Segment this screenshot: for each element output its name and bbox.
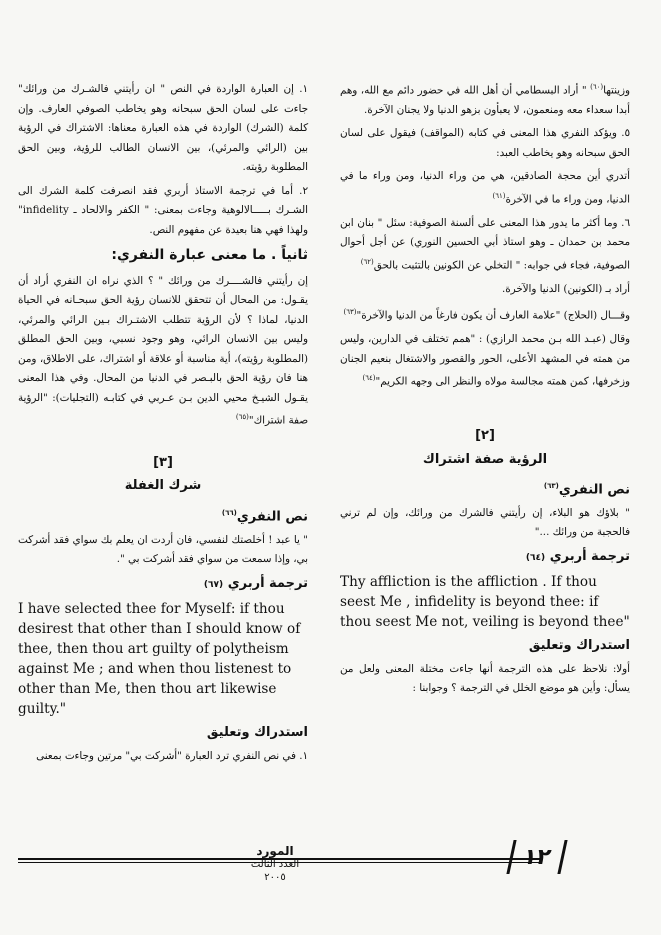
journal-mark	[240, 845, 310, 884]
paragraph: ٢. أما في ترجمة الاستاذ أربري فقد انصرفت كلمة الشرك الى الشـرك بـــــالالوهية وجاءت بمعنى: " الكفر والالحاد ـ infidelity" ولهذا فهي هنا بعيدة عن مفهوم النص.	[18, 184, 308, 236]
footnote-ref: (٦٣)	[543, 482, 559, 491]
paragraph: ٥. ويؤكد النفري هذا المعنى في كتابه (المواقف) فيقول على لسان الحق سبحانه وهو يخاطب العبد:	[340, 127, 630, 159]
text: ترجمة أربري	[549, 548, 630, 564]
text: أتدري أين محجة الصادقين، هي من وراء الدنيا، ومن وراء ما في الدنيا، ومن وراء ما في الآخرة	[340, 170, 630, 206]
footnote-ref: (٦٤)	[362, 374, 376, 383]
footnote-ref: (٦٦)	[221, 508, 237, 517]
footnote-ref: (٦١)	[492, 191, 506, 200]
text: " أراد البسطامي أن أهل الله في حضور دائم مع الله، وهم أبدا سعداء معه ومنعمون، لا يعبأون بزهو الدنيا ولا يجنان الآخرة.	[340, 84, 630, 116]
subsection-heading: ثانياً . ما معنى عبارة النفري:	[111, 247, 308, 263]
tarjama-heading	[340, 547, 630, 569]
paragraph: ١. إن العبارة الواردة في النص " ان رأيتني فالشـرك من ورائك" جاءت على لسان الحق سبحانه وهو يخاطب الصوفي العارف. وإن كلمة (الشرك) الواردة في هذه العبارة معناها: الاشتراك في الرؤية بين (الرائي والمرئي)، بين الانسان الطالب للرؤية، وبين الحق المطلوبة رؤيته.	[18, 83, 308, 173]
footnote-ref: (٦٢)	[360, 257, 374, 266]
paragraph	[340, 78, 630, 120]
paragraph	[340, 214, 630, 276]
text: وزينتها	[603, 84, 630, 97]
text: نص النفري	[558, 482, 630, 498]
section-number: [٢]	[475, 428, 495, 444]
paragraph: أولا: نلاحظ على هذه الترجمة أنها جاءت مختلة المعنى ولعل من يسأل: وأين هو موضع الخلل في الترجمة ؟ وجوابنا :	[340, 662, 630, 695]
footnote-ref: (٦٣)	[343, 308, 357, 317]
right-column	[340, 78, 630, 703]
journal-issue: العدد الثالث ٢٠٠٥	[250, 859, 300, 883]
text: نص النفري	[236, 509, 308, 525]
footnote-ref: (٦٠)	[590, 83, 604, 91]
english-translation: Thy affliction is the affliction . If thou seest Me , infidelity is beyond thee: if thou seest Me not, veiling is beyond thee"	[340, 574, 630, 631]
text: إن رأيتني فالشــــرك من ورائك " ؟ الذي نراه ان النفري أراد أن يقـول: من المحال أن تتحقق للانسان رؤية الحق سبحـانه في الحياة الدنيا، لماذا ؟ لأن الرؤية تتطلب الاشتـراك بـين الرائي والمرئي، وليس بين الانسان الرائي، وهو وجود نسبي، وبين الحق المطلق (المطلوبة رؤيته)، أية مناسبة أو علاقة أو اشتراك، على الاطلاق، ومن هنا فان رؤية الحق بالبـصر في الدنيا من المحال. وفي هذا المعنى يقـول الشيـخ محيي الدين بـن عـربي في كتابـه (التجليات): "الرؤية صفة اشتراك"	[18, 274, 308, 427]
text: ٦. وما أكثر ما يدور هذا المعنى على ألسنة الصوفية: سئل " بنان ابن محمد بن حمدان ـ وهو استاذ أبي الحسين النوري) عن أجل أحوال الصوفية، فجاء في جوابه: " التخلي عن الكونين بالتثبت بالحق	[340, 216, 630, 272]
section-title: شرك الغفلة	[124, 478, 202, 494]
paragraph	[340, 167, 630, 209]
left-column	[18, 80, 308, 770]
paragraph	[18, 272, 308, 431]
paragraph	[340, 303, 630, 326]
footnote-ref: (٦٥)	[235, 413, 249, 421]
paragraph	[340, 330, 630, 392]
section-title: الرؤية صفة اشتراك	[422, 451, 548, 467]
text: ترجمة أربري	[227, 575, 308, 591]
english-translation: I have selected thee for Myself: if thou desirest that other than I should know of thee, then thou art guilty of polytheism against Me ; and when thou listenest to other than Me, then thou art likewise guilty."	[18, 601, 301, 718]
paragraph: ١. في نص النفري ترد العبارة "أشركت بي" مرتين وجاءت بمعنى	[36, 749, 308, 762]
footnote-ref: (٦٧)	[203, 579, 224, 590]
istidrak-heading: استدراك وتعليق	[206, 725, 308, 741]
istidrak-heading: استدراك وتعليق	[528, 638, 630, 654]
journal-name: المورد	[256, 844, 294, 858]
nass-heading	[340, 477, 630, 500]
paragraph: أراد بـ (الكونين) الدنيا والآخرة.	[501, 282, 630, 295]
section-number: [٣]	[153, 454, 173, 470]
quote: " يا عبد ! أخلصتك لنفسي، فان أردت ان يعلم بك سواي فقد أشركت بي، وإذا سمعت من سواي فقد أشركت بي ".	[18, 533, 308, 566]
tarjama-heading	[18, 574, 308, 596]
text: وقال (عبـد الله بـن محمد الرازي) : "همم تختلف في الدارين، وليس من همته في المشهد الأعلى، الحور والقصور والاشتغال بنعيم الجنان وزخرفها، كمن همته مجالسة مولاه والنظر الى وجهه الكريم"	[340, 333, 630, 388]
text: وقـــال (الحلاج) "علامة العارف أن يكون فارغاً من الدنيا والآخرة"	[356, 309, 630, 322]
quote: " بلاؤك هو البلاء، إن رأيتني فالشرك من ورائك، وإن لم ترني فالحجبة من ورائك ..."	[340, 506, 630, 539]
nass-heading	[18, 504, 308, 527]
footnote-ref: (٦٤)	[525, 552, 546, 563]
page-number: ١٢	[506, 840, 567, 874]
